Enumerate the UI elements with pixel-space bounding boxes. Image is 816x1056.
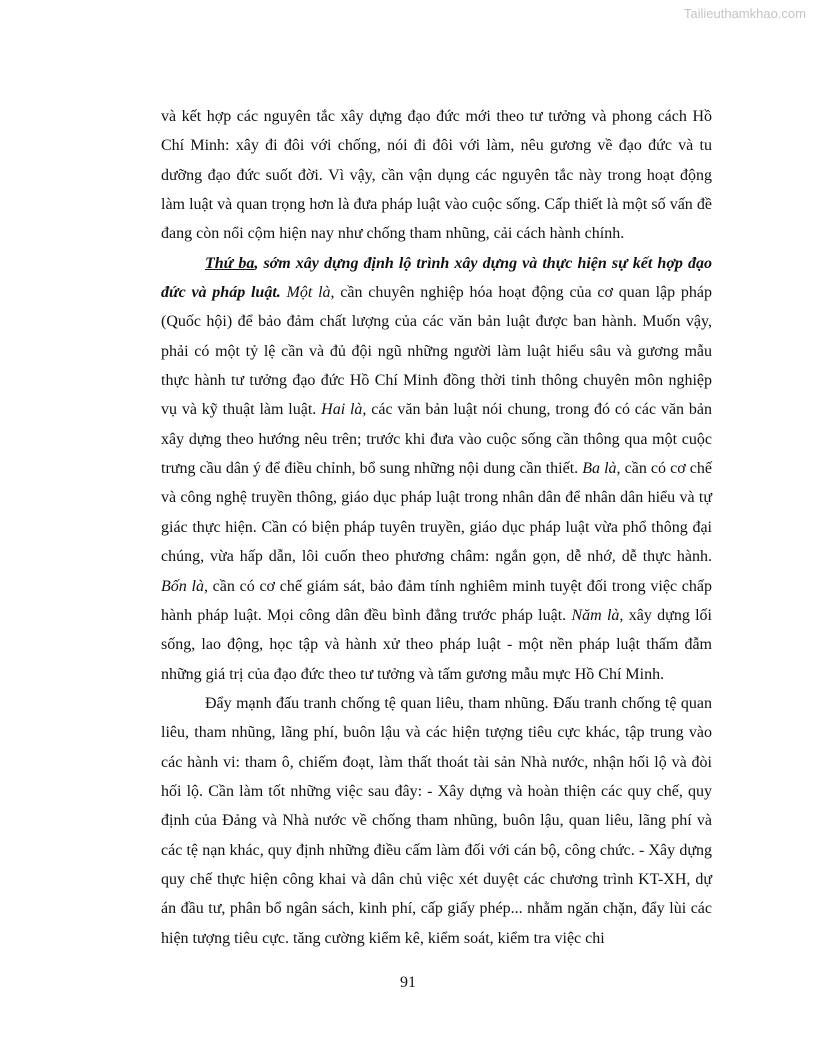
item-label-3: Ba là, xyxy=(582,460,621,478)
watermark: Tailieuthamkhao.com xyxy=(683,6,806,21)
item-label-4: Bốn là, xyxy=(161,577,208,595)
section-heading: sớm xây dựng định lộ trình xây dựng và thực hiện sự kết hợp đạo đức và pháp luật. xyxy=(161,254,712,302)
item-label-1: Một là xyxy=(286,284,331,302)
page-body xyxy=(161,102,712,953)
item-label-2: Hai là, xyxy=(321,401,367,419)
item-text-2: các văn bản luật nói chung, trong đó có các văn bản xây dựng theo hướng nêu trên; trước khi đưa vào cuộc sống cần thông qua một cuộc trưng cầu dân ý để điều chỉnh, bổ sung những nội dung cần thiết. xyxy=(161,401,712,478)
paragraph-2 xyxy=(161,249,712,689)
heading-separator: , xyxy=(254,254,264,272)
item-label-5: Năm là, xyxy=(571,606,624,624)
heading-label-thu-ba: Thứ ba xyxy=(205,254,255,272)
page-number: 91 xyxy=(400,974,416,991)
item-text-3: cần có cơ chế và công nghệ truyền thông, giáo dục pháp luật trong nhân dân để nhân dân hiểu và tự giác thực hiện. Cần có biện pháp tuyên truyền, giáo dục pháp luật vừa phổ thông đại chúng, vừa hấp dẫn, lôi cuốn theo phương châm: ngắn gọn, dễ nhớ, dễ thực hành. xyxy=(161,460,712,566)
item-text-4: cần có cơ chế giám sát, bảo đảm tính nghiêm minh tuyệt đối trong việc chấp hành pháp luật. Mọi công dân đều bình đẳng trước pháp luật. xyxy=(161,577,712,624)
item-text-5: xây dựng lối sống, lao động, học tập và hành xử theo pháp luật - một nền pháp luật thấm đẫm những giá trị của đạo đức theo tư tưởng và tấm gương mẫu mực Hồ Chí Minh. xyxy=(161,606,713,683)
paragraph-3: Đẩy mạnh đấu tranh chống tệ quan liêu, tham nhũng. Đấu tranh chống tệ quan liêu, tham nhũng, lãng phí, buôn lậu và các hiện tượng tiêu cực khác, tập trung vào các hành vi: tham ô, chiếm đoạt, làm thất thoát tài sản Nhà nước, nhận hối lộ và đòi hối lộ. Cần làm tốt những việc sau đây: - Xây dựng và hoàn thiện các quy chế, quy định của Đảng và Nhà nước về chống tham nhũng, buôn lậu, quan liêu, lãng phí và các tệ nạn khác, quy định những điều cấm làm đối với cán bộ, công chức. - Xây dựng quy chế thực hiện công khai và dân chủ việc xét duyệt các chương trình KT-XH, dự án đầu tư, phân bổ ngân sách, kinh phí, cấp giấy phép... nhằm ngăn chặn, đẩy lùi các hiện tượng tiêu cực. tăng cường kiểm kê, kiểm soát, kiểm tra việc chi xyxy=(161,694,712,947)
item-text-1: , cần chuyên nghiệp hóa hoạt động của cơ quan lập pháp (Quốc hội) để bảo đảm chất lượng của các văn bản luật được ban hành. Muốn vậy, phải có một tỷ lệ cần và đủ đội ngũ những người làm luật hiểu sâu và gương mẫu thực hành tư tưởng đạo đức Hồ Chí Minh đồng thời tinh thông chuyên môn nghiệp vụ và kỹ thuật làm luật. xyxy=(161,284,713,419)
paragraph-1: và kết hợp các nguyên tắc xây dựng đạo đức mới theo tư tưởng và phong cách Hồ Chí Minh: xây đi đôi với chống, nói đi đôi với làm, nêu gương về đạo đức và tu dưỡng đạo đức suốt đời. Vì vậy, cần vận dụng các nguyên tắc này trong hoạt động làm luật và quan trọng hơn là đưa pháp luật vào cuộc sống. Cấp thiết là một số vấn đề đang còn nổi cộm hiện nay như chống tham nhũng, cải cách hành chính. xyxy=(161,108,712,243)
